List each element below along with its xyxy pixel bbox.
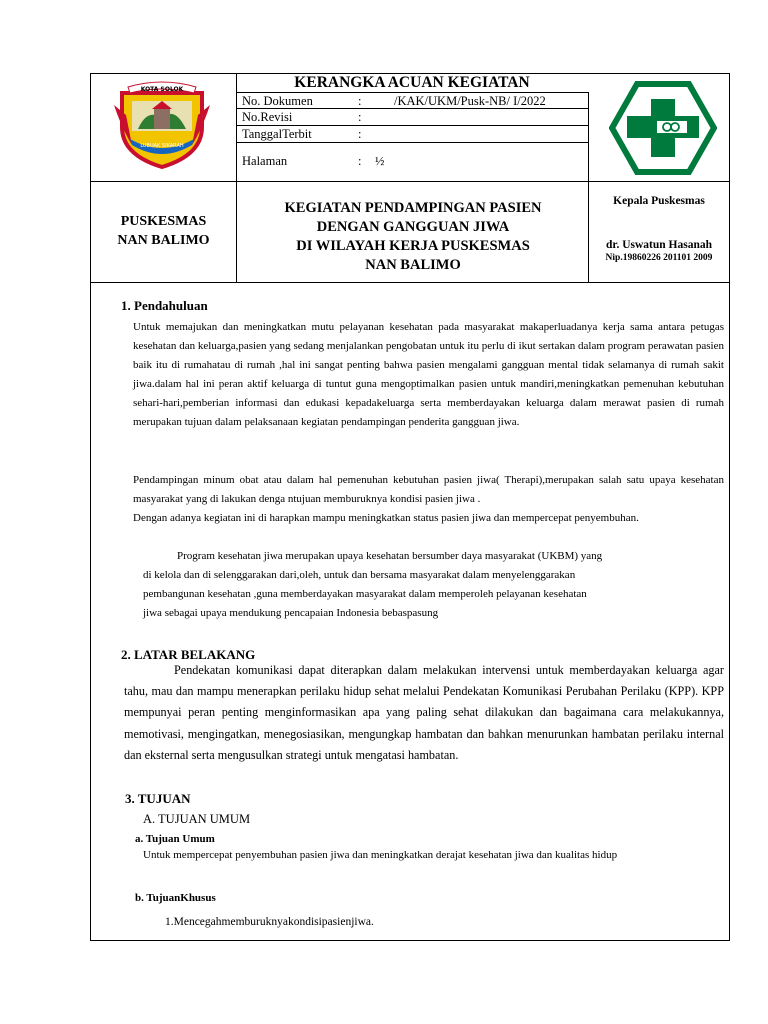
meta-label: No.Revisi bbox=[242, 110, 293, 124]
signatory-nip: Nip.19860226 201101 2009 bbox=[605, 253, 713, 263]
header-divider bbox=[91, 181, 729, 182]
signatory-name: dr. Uswatun Hasanah bbox=[606, 239, 712, 251]
kegiatan-line: DI WILAYAH KERJA PUSKESMAS bbox=[296, 238, 530, 254]
meta-value: ½ bbox=[375, 154, 385, 168]
paragraph: Pendekatan komunikasi dapat diterapkan dalam melakukan intervensi untuk memberdayakan keluarga agar tahu, mau dan mampu menerapkan perilaku hidup sehat melalui Pendekatan Komunikasi Perubahan Perilaku (KPP). KPP mempunyai peran penting menginformasikan apa yang paling sehat dilakukan dan bagaimana cara melakukannya, memotivasi, mengingatkan, menegosiasikan, mengungkap hambatan dan bahkan menurunkan hambatan perilaku internal dan eksternal serta mengusulkan strategi untuk mengatasi hambatan. bbox=[124, 663, 724, 762]
meta-sep: : bbox=[358, 154, 362, 168]
logo-top-text: KOTA SOLOK bbox=[140, 86, 184, 93]
kegiatan-title bbox=[237, 199, 589, 275]
kegiatan-line: DENGAN GANGGUAN JIWA bbox=[316, 219, 510, 235]
paragraph-line: Program kesehatan jiwa merupakan upaya kesehatan bersumber daya masyarakat (UKBM) yang bbox=[177, 550, 603, 562]
section-heading-tujuan: 3. TUJUAN bbox=[125, 791, 191, 806]
org-line-1: PUSKESMAS bbox=[120, 214, 207, 229]
header-divider bbox=[588, 92, 589, 181]
signatory-title: Kepala Puskesmas bbox=[613, 195, 705, 207]
kegiatan-line: NAN BALIMO bbox=[365, 257, 461, 273]
puskesmas-logo bbox=[609, 81, 717, 175]
header-divider bbox=[236, 92, 588, 93]
org-line-2: NAN BALIMO bbox=[117, 233, 210, 248]
header-divider bbox=[236, 108, 588, 109]
document-type-title: KERANGKA ACUAN KEGIATAN bbox=[294, 74, 530, 91]
item-b-1: 1.Mencegahmemburuknyakondisipasienjiwa. bbox=[165, 916, 374, 928]
paragraph: Untuk memajukan dan meningkatkan mutu pelayanan kesehatan pada masyarakat makaperluadanya kerja sama antara petugas kesehatan dan keluarga,pasien yang sedang menjalankan pengobatan untuk itu perlu di ikut sertakan dalam program perawatan pasien baik itu di rumahatau di rumah ,hal ini sangat penting bahwa pasien mengalami gangguan mental tidak selamanya di rumah sakit jiwa.dalam hal ini peran aktif keluarga di tuntut guna mengoptimalkan pasien untuk mandiri,meningkatkan pemenuhan kebutuhan sehari-hari,pemberian informasi dan edukasi kepadakeluarga serta memberdayakan keluarga dalam merawat pasien di rumah merupakan tujuan dalam pelaksanaan kegiatan pendampingan penderita gangguan jiwa. bbox=[133, 321, 724, 428]
paragraph-line: jiwa sebagai upaya mendukung pencapaian Indonesia bebaspasung bbox=[143, 607, 439, 619]
meta-value: /KAK/UKM/Pusk-NB/ I/2022 bbox=[394, 94, 546, 108]
item-b-label: b. TujuanKhusus bbox=[135, 892, 216, 904]
header-divider bbox=[236, 125, 588, 126]
paragraph: Dengan adanya kegiatan ini di harapkan mampu meningkatkan status pasien jiwa dan mempercepat penyembuhan. bbox=[133, 512, 639, 524]
header-divider bbox=[91, 282, 729, 283]
section-heading-pendahuluan: 1. Pendahuluan bbox=[121, 298, 208, 313]
document-header bbox=[91, 74, 729, 282]
meta-sep: : bbox=[358, 127, 362, 141]
item-a-label: a. Tujuan Umum bbox=[135, 833, 215, 845]
meta-label: TanggalTerbit bbox=[242, 127, 312, 141]
meta-sep: : bbox=[358, 110, 362, 124]
organization-name bbox=[91, 212, 236, 250]
paragraph-line: di kelola dan di selenggarakan dari,oleh, untuk dan bersama masyarakat dalam menyelenggarakan bbox=[143, 569, 576, 581]
kegiatan-line: KEGIATAN PENDAMPINGAN PASIEN bbox=[284, 200, 542, 216]
document-page bbox=[90, 73, 730, 941]
paragraph: Pendampingan minum obat atau dalam hal pemenuhan kebutuhan pasien jiwa( Therapi),merupakan salah satu upaya kesehatan masyarakat yang di lakukan denga ntujuan memburuknya kondisi pasien jiwa . bbox=[133, 474, 724, 505]
kota-solok-logo bbox=[108, 79, 216, 171]
heading-text: 2. LATAR BELAKANG bbox=[121, 647, 256, 662]
header-divider bbox=[236, 142, 588, 143]
logo-banner-text: LUBUAK SIKARAH bbox=[140, 143, 184, 149]
paragraph-line: pembangunan kesehatan ,guna memberdayakan masyarakat dalam memperoleh pelayanan kesehatan bbox=[143, 588, 587, 600]
meta-sep: : bbox=[358, 94, 362, 108]
subheading-tujuan-umum: A. TUJUAN UMUM bbox=[143, 812, 251, 826]
item-a-text: Untuk mempercepat penyembuhan pasien jiwa dan meningkatkan derajat kesehatan jiwa dan kualitas hidup bbox=[143, 849, 618, 861]
meta-label: Halaman bbox=[242, 154, 288, 168]
meta-label: No. Dokumen bbox=[242, 94, 313, 108]
